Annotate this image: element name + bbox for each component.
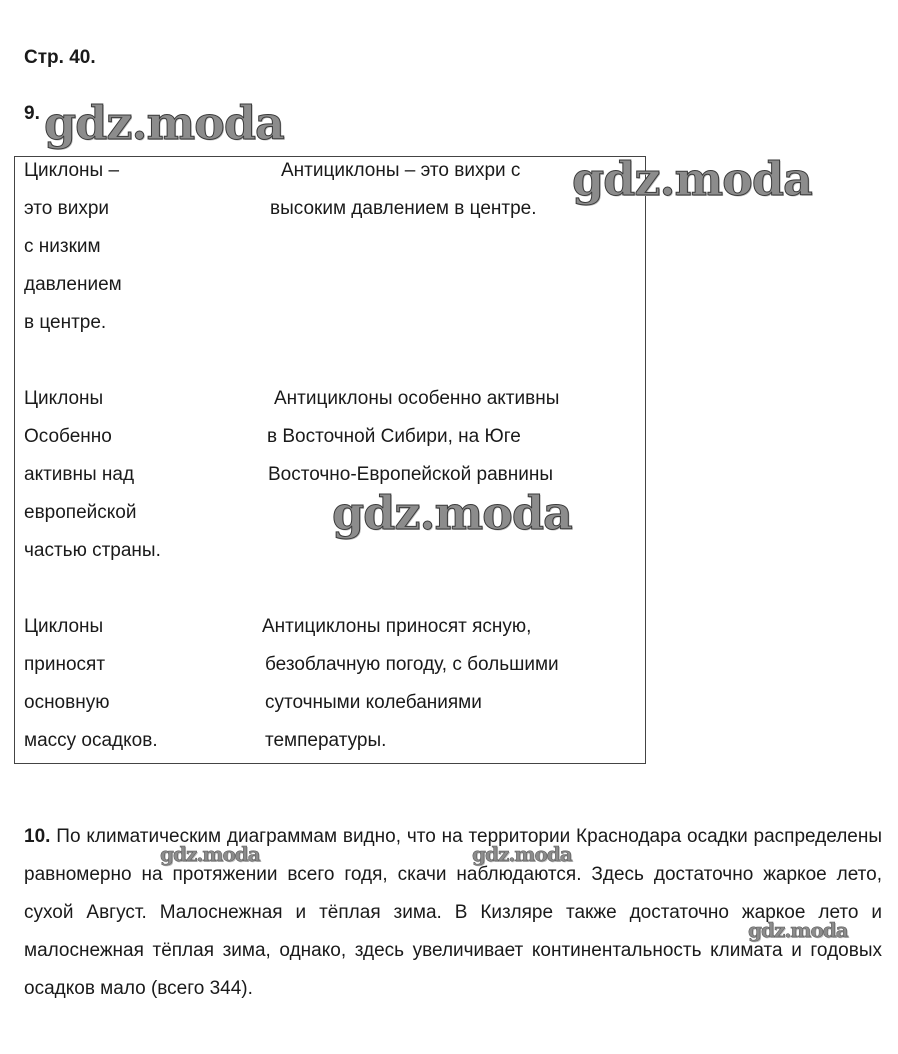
watermark-logo: gdz.moda xyxy=(332,486,572,540)
text-line: Циклоны xyxy=(24,388,104,409)
text-line: массу осадков. xyxy=(24,730,158,751)
row2-right-line-2: в Восточной Сибири, на Юге xyxy=(267,426,521,447)
text-line: Особенно xyxy=(24,426,112,447)
text-line: приносят xyxy=(24,654,106,675)
watermark-logo: gdz.moda xyxy=(748,918,848,942)
row2-right-line-1: Антициклоны особенно активны xyxy=(274,388,560,409)
task-10-paragraph xyxy=(24,818,882,1008)
row3-left-cell xyxy=(24,608,158,760)
row3-right-line-4: температуры. xyxy=(265,730,387,751)
row3-right-line-1: Антициклоны приносят ясную, xyxy=(262,616,532,637)
row1-left-cell xyxy=(24,152,122,342)
task-10-number: 10. xyxy=(24,826,51,847)
text-line: Циклоны – xyxy=(24,160,120,181)
text-line: Циклоны xyxy=(24,616,104,637)
row1-right-line-1: Антициклоны – это вихри с xyxy=(281,160,521,181)
row3-right-line-2: безоблачную погоду, с большими xyxy=(265,654,559,675)
text-line: давлением xyxy=(24,274,122,295)
page-label: Стр. 40. xyxy=(24,47,96,68)
text-line: европейской xyxy=(24,502,137,523)
row1-right-line-2: высоким давлением в центре. xyxy=(270,198,537,219)
watermark-logo: gdz.moda xyxy=(44,96,284,150)
text-line: с низким xyxy=(24,236,101,257)
row2-right-line-3: Восточно-Европейской равнины xyxy=(268,464,553,485)
watermark-logo: gdz.moda xyxy=(472,842,572,866)
text-line: частью страны. xyxy=(24,540,161,561)
text-line: активны над xyxy=(24,464,135,485)
row2-left-cell xyxy=(24,380,161,570)
watermark-logo: gdz.moda xyxy=(160,842,260,866)
text-line: основную xyxy=(24,692,110,713)
text-line: в центре. xyxy=(24,312,107,333)
watermark-logo: gdz.moda xyxy=(572,152,812,206)
task-10-text: По климатическим диаграммам видно, что на территории Краснодара осадки распределены равномерно на протяжении всего годя, скачи наблюдаются. Здесь достаточно жаркое лето, сухой Август. Малоснежная и тёплая зима. В Кизляре также достаточно жаркое лето и малоснежная тёплая зима, однако, здесь увеличивает континентальность климата и годовых осадков мало (всего 344). xyxy=(24,826,883,999)
text-line: это вихри xyxy=(24,198,109,219)
task-9-number: 9. xyxy=(24,103,40,124)
row3-right-line-3: суточными колебаниями xyxy=(265,692,482,713)
